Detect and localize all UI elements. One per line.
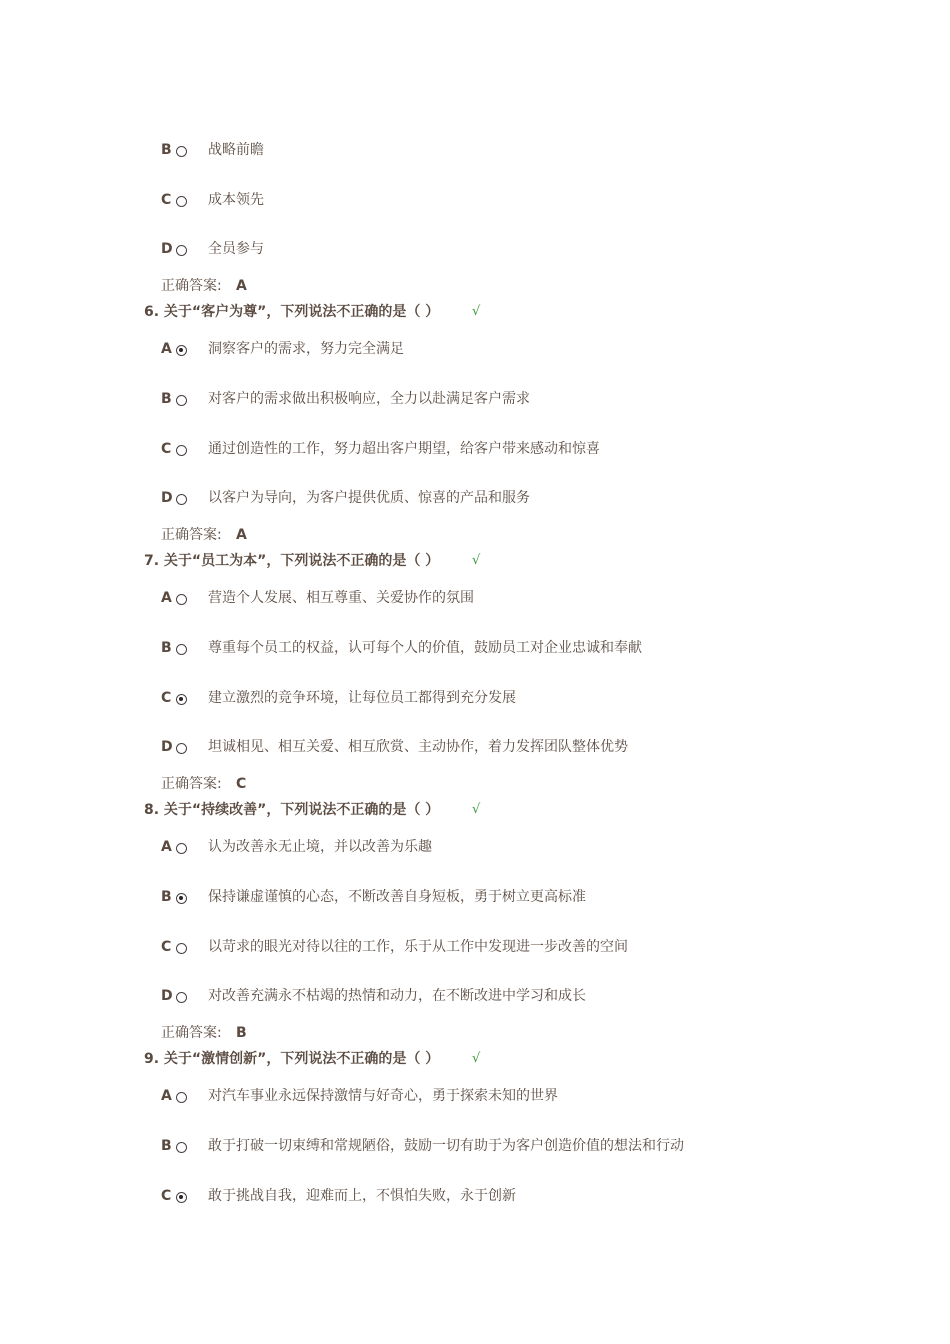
option-text-q6-a: 洞察客户的需求，努力完全满足 bbox=[208, 341, 404, 357]
option-text-q7-d: 坦诚相见、相互关爱、相互欣赏、主动协作，着力发挥团队整体优势 bbox=[208, 739, 628, 755]
radio-q7-a[interactable] bbox=[176, 594, 187, 605]
radio-q8-a[interactable] bbox=[176, 843, 187, 854]
radio-q5-d[interactable] bbox=[176, 245, 187, 256]
option-letter-q5-b: B bbox=[161, 142, 172, 158]
option-letter-q6-a: A bbox=[161, 341, 172, 357]
question-title-7: 7. 关于“员工为本”，下列说法不正确的是（ ） bbox=[144, 553, 440, 569]
option-letter-q8-b: B bbox=[161, 889, 172, 905]
option-text-q7-a: 营造个人发展、相互尊重、关爱协作的氛围 bbox=[208, 590, 474, 606]
question-6 bbox=[0, 300, 950, 550]
question-title-6: 6. 关于“客户为尊”，下列说法不正确的是（ ） bbox=[144, 304, 440, 320]
answer-value-q5: A bbox=[236, 278, 247, 294]
radio-q7-c[interactable] bbox=[176, 694, 187, 705]
answer-value-q7: C bbox=[236, 776, 247, 792]
option-text-q6-b: 对客户的需求做出积极响应，全力以赴满足客户需求 bbox=[208, 391, 530, 407]
radio-q9-c[interactable] bbox=[176, 1192, 187, 1203]
option-letter-q7-a: A bbox=[161, 590, 172, 606]
radio-q6-b[interactable] bbox=[176, 395, 187, 406]
option-text-q8-a: 认为改善永无止境，并以改善为乐趣 bbox=[208, 839, 432, 855]
radio-q6-d[interactable] bbox=[176, 494, 187, 505]
option-text-q8-d: 对改善充满永不枯竭的热情和动力，在不断改进中学习和成长 bbox=[208, 988, 586, 1004]
answer-label: 正确答案: bbox=[161, 527, 222, 543]
option-letter-q7-b: B bbox=[161, 640, 172, 656]
option-letter-q9-b: B bbox=[161, 1138, 172, 1154]
correct-check-icon: √ bbox=[472, 304, 481, 319]
option-text-q5-d: 全员参与 bbox=[208, 241, 264, 257]
question-title-9: 9. 关于“激情创新”，下列说法不正确的是（ ） bbox=[144, 1051, 440, 1067]
radio-q9-b[interactable] bbox=[176, 1142, 187, 1153]
answer-label: 正确答案: bbox=[161, 1025, 222, 1041]
option-letter-q9-a: A bbox=[161, 1088, 172, 1104]
question-9 bbox=[0, 1047, 950, 1247]
question-8 bbox=[0, 798, 950, 1048]
radio-q8-d[interactable] bbox=[176, 992, 187, 1003]
question-title-8: 8. 关于“持续改善”，下列说法不正确的是（ ） bbox=[144, 802, 440, 818]
option-text-q9-a: 对汽车事业永远保持激情与好奇心，勇于探索未知的世界 bbox=[208, 1088, 558, 1104]
option-letter-q6-d: D bbox=[161, 490, 173, 506]
radio-q5-b[interactable] bbox=[176, 146, 187, 157]
radio-q6-c[interactable] bbox=[176, 445, 187, 456]
option-text-q7-b: 尊重每个员工的权益，认可每个人的价值，鼓励员工对企业忠诚和奉献 bbox=[208, 640, 642, 656]
option-letter-q7-d: D bbox=[161, 739, 173, 755]
question-7 bbox=[0, 549, 950, 799]
option-text-q9-b: 敢于打破一切束缚和常规陋俗，鼓励一切有助于为客户创造价值的想法和行动 bbox=[208, 1138, 684, 1154]
correct-check-icon: √ bbox=[472, 802, 481, 817]
question-5 bbox=[0, 0, 950, 300]
option-letter-q5-c: C bbox=[161, 192, 172, 208]
option-text-q8-b: 保持谦虚谨慎的心态，不断改善自身短板，勇于树立更高标准 bbox=[208, 889, 586, 905]
radio-q7-d[interactable] bbox=[176, 743, 187, 754]
radio-q5-c[interactable] bbox=[176, 196, 187, 207]
option-letter-q8-c: C bbox=[161, 939, 172, 955]
option-text-q9-c: 敢于挑战自我，迎难而上，不惧怕失败，永于创新 bbox=[208, 1188, 516, 1204]
radio-q7-b[interactable] bbox=[176, 644, 187, 655]
option-letter-q8-d: D bbox=[161, 988, 173, 1004]
radio-q8-c[interactable] bbox=[176, 943, 187, 954]
option-text-q6-d: 以客户为导向，为客户提供优质、惊喜的产品和服务 bbox=[208, 490, 530, 506]
option-letter-q9-c: C bbox=[161, 1188, 172, 1204]
answer-label: 正确答案: bbox=[161, 278, 222, 294]
option-text-q8-c: 以苛求的眼光对待以往的工作，乐于从工作中发现进一步改善的空间 bbox=[208, 939, 628, 955]
option-letter-q6-b: B bbox=[161, 391, 172, 407]
option-letter-q6-c: C bbox=[161, 441, 172, 457]
radio-q9-a[interactable] bbox=[176, 1092, 187, 1103]
answer-value-q8: B bbox=[236, 1025, 247, 1041]
answer-value-q6: A bbox=[236, 527, 247, 543]
option-text-q7-c: 建立激烈的竞争环境，让每位员工都得到充分发展 bbox=[208, 690, 516, 706]
correct-check-icon: √ bbox=[472, 1051, 481, 1066]
option-text-q5-c: 成本领先 bbox=[208, 192, 264, 208]
option-letter-q8-a: A bbox=[161, 839, 172, 855]
correct-check-icon: √ bbox=[472, 553, 481, 568]
option-text-q5-b: 战略前瞻 bbox=[208, 142, 264, 158]
radio-q8-b[interactable] bbox=[176, 893, 187, 904]
option-letter-q7-c: C bbox=[161, 690, 172, 706]
option-text-q6-c: 通过创造性的工作，努力超出客户期望，给客户带来感动和惊喜 bbox=[208, 441, 600, 457]
radio-q6-a[interactable] bbox=[176, 345, 187, 356]
option-letter-q5-d: D bbox=[161, 241, 173, 257]
answer-label: 正确答案: bbox=[161, 776, 222, 792]
